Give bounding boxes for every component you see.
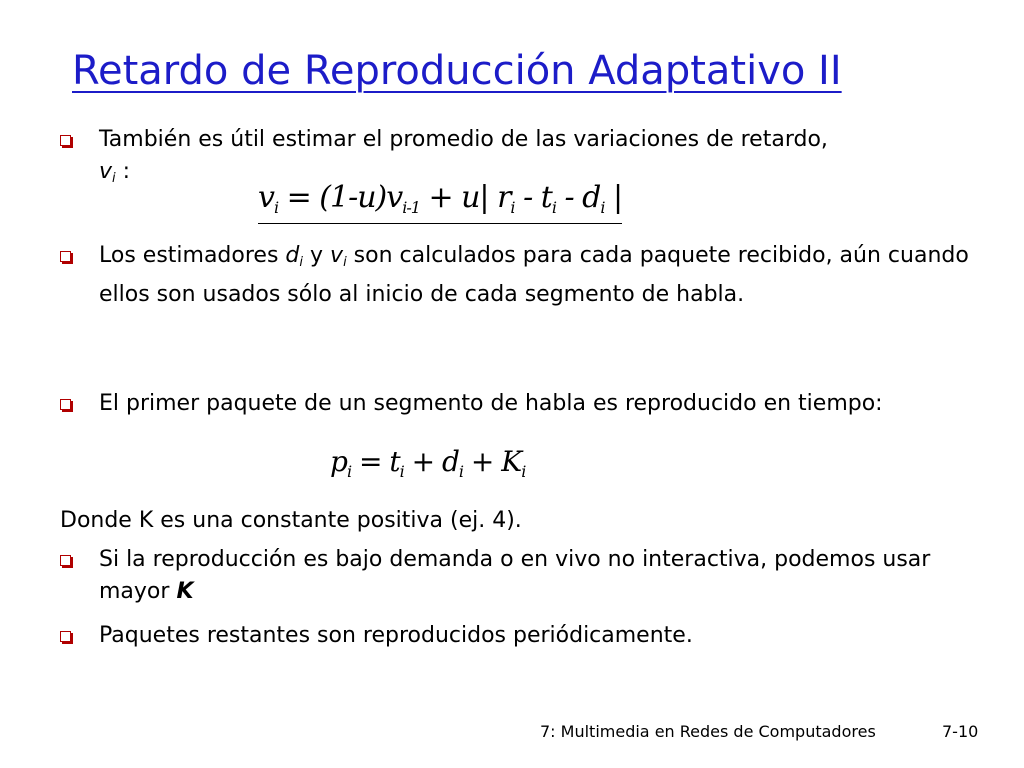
f2-p: p <box>330 445 347 478</box>
bullet-2-text-b: y <box>303 243 331 268</box>
formula-jitter <box>258 180 623 224</box>
bullet-3-text: El primer paquete de un segmento de habla es reproducido en tiempo: <box>99 391 883 416</box>
f2-k: + K <box>463 445 522 478</box>
f1-sub2: i <box>510 198 515 217</box>
bullet-item-3 <box>60 388 990 420</box>
bullet-1-suffix: : <box>115 159 131 184</box>
var-v2-sub: i <box>343 255 347 270</box>
var-v: v <box>99 159 113 184</box>
f1-sub4: i <box>600 198 605 217</box>
square-bullet-icon <box>60 631 71 642</box>
bullet-item-4 <box>60 544 990 608</box>
square-bullet-icon <box>60 135 71 146</box>
f1-sub3: i <box>551 198 556 217</box>
bullet-5-text: Paquetes restantes son reproducidos periódicamente. <box>99 623 693 648</box>
var-d-sub: i <box>299 255 304 270</box>
f1-sub1: i-1 <box>402 198 420 217</box>
f2-t-sub: i <box>399 462 404 481</box>
var-v2: v <box>330 243 344 268</box>
f2-k-sub: i <box>521 462 526 481</box>
bullet-4-text: Si la reproducción es bajo demanda o en vivo no interactiva, podemos usar mayor <box>99 547 931 604</box>
slide-title: Retardo de Reproducción Adaptativo II <box>72 48 842 94</box>
f1-rhs-mid: + u| r <box>419 180 511 215</box>
constant-note: Donde K es una constante positiva (ej. 4). <box>60 508 522 533</box>
page-number: 7-10 <box>942 722 979 741</box>
f1-lhs-sub: i <box>273 198 279 217</box>
f2-p-sub: i <box>346 462 352 481</box>
var-v-sub: i <box>112 171 116 186</box>
bullet-item-5 <box>60 620 990 652</box>
f2-t: = t <box>351 445 400 478</box>
f2-d-sub: i <box>458 462 464 481</box>
f1-rhs-mid3: - d <box>555 180 601 215</box>
bullet-text-2 <box>99 240 990 311</box>
bullet-1-text: También es útil estimar el promedio de las variaciones de retardo, <box>99 127 828 152</box>
bullet-4-bold-k: K <box>176 579 194 604</box>
footer-label: 7: Multimedia en Redes de Computadores <box>540 722 876 741</box>
f1-lhs: v <box>258 180 274 215</box>
square-bullet-icon <box>60 399 71 410</box>
square-bullet-icon <box>60 251 71 262</box>
bullet-text-4 <box>99 544 990 608</box>
f1-rhs-prefix: = (1-u)v <box>278 180 403 215</box>
bullet-2-text-a: Los estimadores <box>99 243 286 268</box>
var-d: d <box>285 243 300 268</box>
bullet-2-text-c: son calculados para cada paquete recibido, aún cuando ellos son usados sólo al inicio de cada segmento de habla. <box>99 243 969 307</box>
formula-playout <box>330 447 525 487</box>
f1-rhs-mid2: - t <box>514 180 552 215</box>
f2-d: + d <box>403 445 459 478</box>
f1-rhs-end: | <box>604 180 623 215</box>
bullet-item-2 <box>60 240 990 311</box>
square-bullet-icon <box>60 555 71 566</box>
